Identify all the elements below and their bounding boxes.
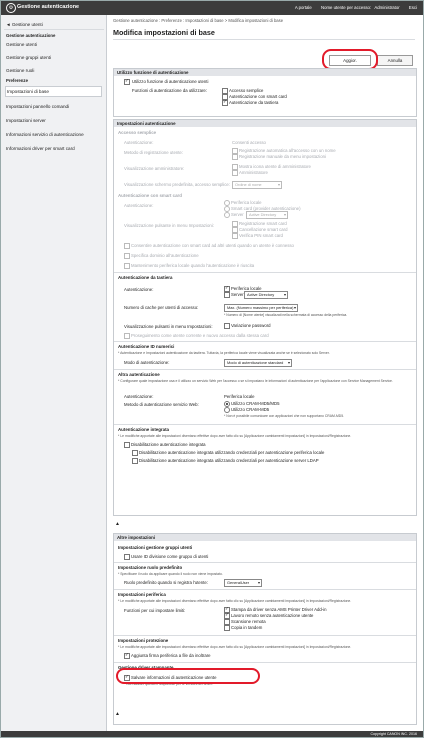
- sidebar-item-control-panel[interactable]: Impostazioni pannello comandi: [6, 104, 70, 109]
- divider: [114, 272, 416, 273]
- sc-keep-label: Mantenimento periferica locale quando l'autenticazione è riuscita: [131, 263, 255, 268]
- printer-driver-note: * Non salvare questo è disponibile per le versioni del driver.: [124, 682, 213, 686]
- copyright: Copyright CANON INC. 2016: [370, 732, 417, 736]
- auth-mode-label: Modo di autenticazione:: [124, 360, 170, 365]
- kb-server-label: Server: [231, 292, 244, 297]
- device-note: * Le modifiche apportate alle impostazioni diventano effettive dopo aver fatto clic su [Applicazione cambiamenti impostazioni] in Impostazioni/Registrazione.: [118, 599, 352, 603]
- sidebar-item-groups[interactable]: Gestione gruppi utenti: [6, 55, 51, 60]
- sidebar-item-users[interactable]: Gestione utenti: [6, 42, 37, 47]
- sc-domain-checkbox[interactable]: [124, 253, 130, 259]
- sidebar-section-auth: Gestione autenticazione: [6, 33, 56, 38]
- use-auth-label: Utilizzo funzione di autenticazione utenti: [132, 79, 209, 84]
- cram-md5-label: Utilizzo CRAM-MD5: [231, 407, 270, 412]
- reg-manual-label: Registrazione manuale da menu impostazioni: [239, 154, 326, 159]
- device-limits-label: Funzioni per cui impostare limiti:: [124, 608, 186, 613]
- remote-scan-label: Scansione remota: [231, 619, 266, 624]
- remote-job-label: Lavoro remoto senza autenticazione utente: [231, 613, 314, 618]
- reg-auto-label: Registrazione automatica all'accesso con un nome: [239, 148, 336, 153]
- cram-md5-md5-label: Utilizzo CRAM-MD5/MD5: [231, 401, 280, 406]
- kb-retain-checkbox[interactable]: [124, 333, 130, 339]
- ws-method-note: * Non è possibile comunicare con applicazioni che non supportano CRAM-MD5.: [224, 414, 345, 418]
- other-auth-label: Autenticazione:: [124, 394, 154, 399]
- app-title: Gestione autenticazione: [17, 4, 80, 10]
- kb-server-checkbox[interactable]: [224, 292, 230, 298]
- protection-note: * Le modifiche apportate alle impostazioni diventano effettive dopo aver fatto clic su [Applicazione cambiamenti impostazioni] in Impostazioni/Registrazione.: [118, 645, 352, 649]
- role-note: * Specificare il ruolo da applicare quando il ruolo non viene impostato.: [118, 572, 223, 576]
- sc-others-checkbox[interactable]: [124, 243, 130, 249]
- divider: [114, 369, 416, 370]
- divider: [114, 662, 416, 663]
- disable-local-checkbox[interactable]: [132, 450, 138, 456]
- disable-integrated-checkbox[interactable]: [124, 442, 130, 448]
- kb-retain-label: Proseguimento come utente corrente e nuovo accesso dalla stessa card: [131, 333, 269, 338]
- apply-button[interactable]: Aggior.: [329, 55, 371, 66]
- divider: [114, 562, 416, 563]
- admin-display-label: Visualizzazione amministratore:: [124, 166, 185, 171]
- disable-local-label: Disabilitazione autenticazione integrata utilizzando credenziali per autenticazione periferica locale: [139, 450, 325, 455]
- portal-link[interactable]: A portale: [294, 5, 312, 10]
- sc-provider-label: Smart card (provider autenticazione): [231, 206, 301, 211]
- breadcrumb: Gestione autenticazione : Preferenze : Impostazioni di base > Modifica impostazioni di base: [113, 18, 284, 23]
- sc-server-radio[interactable]: [224, 212, 230, 218]
- reg-manual-checkbox[interactable]: [232, 154, 238, 160]
- easy-login-subtitle: Accesso semplice: [118, 130, 157, 135]
- admin-icon-label: Mostra icona utente di amministratore: [239, 164, 311, 169]
- kb-auth-label: Autenticazione:: [124, 287, 154, 292]
- scroll-top-icon[interactable]: ▲: [115, 711, 120, 717]
- sidebar-item-smartcard-driver[interactable]: Informazioni driver per smart card: [6, 146, 75, 151]
- easy-auth-label: Autenticazione:: [124, 140, 154, 145]
- header-bar: [1, 1, 423, 15]
- division-id-label: Usare ID divisione come gruppo di utenti: [131, 554, 209, 559]
- password-change-checkbox[interactable]: [224, 323, 230, 329]
- divider: [114, 589, 416, 590]
- role-label: Ruolo predefinito quando si registra l'utente:: [124, 580, 208, 585]
- sc-domain-label: Specifica dominio all'autenticazione: [131, 253, 199, 258]
- password-change-label: Variazione password: [231, 323, 271, 328]
- driver-print-label: Stampa da driver senza AMS Printer Driver Add-in: [231, 607, 327, 612]
- kb-local-label: Periferica locale: [231, 286, 262, 291]
- integrated-auth-note: * Le modifiche apportate alle impostazioni diventano effettive dopo aver fatto clic su [Applicazione cambiamenti impostazioni] in Impostazioni/Registrazione.: [118, 434, 352, 438]
- cache-note: * Numero di [Nome utente] visualizzati nella schermata di accesso della periferica.: [224, 313, 348, 317]
- sc-server-select[interactable]: Active Directory ▾: [246, 211, 288, 219]
- panel-other-settings-title: Altre impostazioni: [114, 534, 416, 541]
- sidebar-item-roles[interactable]: Gestione ruoli: [6, 68, 35, 73]
- auth-mode-select[interactable]: Modo di autenticazione standard ▾: [224, 359, 292, 367]
- kb-server-select[interactable]: Active Directory ▾: [244, 291, 288, 299]
- highlight-apply: [322, 49, 378, 70]
- tandem-copy-checkbox[interactable]: [224, 625, 230, 631]
- sidebar-item-basic-settings[interactable]: Impostazioni di base: [5, 86, 102, 97]
- group-subtitle: Impostazioni gestione gruppi utenti: [118, 545, 193, 550]
- numeric-id-note: * Autenticazione e Impostazioni autenticazione da tastiera. Tuttavia, la periferica locale viene visualizzata anche se è selezionato solo Server.: [118, 351, 330, 355]
- sc-local-label: Periferica locale: [231, 200, 262, 205]
- keyboard-subtitle: Autenticazione da tastiera: [118, 275, 173, 280]
- sc-server-label: Server: [231, 212, 244, 217]
- easy-login-label: Accesso semplice: [229, 88, 264, 93]
- sc-auth-label: Autenticazione:: [124, 203, 154, 208]
- sidebar-divider: [4, 29, 104, 30]
- cache-select[interactable]: Max. (Numero massimo per periferica) ▾: [224, 304, 298, 312]
- save-auth-info-label: Salvare informazioni di autenticazione utente: [131, 675, 217, 680]
- cram-md5-radio[interactable]: [224, 407, 230, 413]
- sidebar-section-preferences: Preferenze: [6, 78, 28, 83]
- tandem-copy-label: Copia in tandem: [231, 625, 263, 630]
- signature-checkbox[interactable]: [124, 653, 130, 659]
- logout-link[interactable]: Esci: [408, 5, 417, 10]
- app-logo-icon: ⚙: [6, 3, 16, 13]
- other-auth-note: * Configurare quale impostazione usa e il utilizzo un servizio Web per l'accesso o se si impostano le informazioni di autenticazione per l'applicazione con Service Management Service.: [118, 379, 393, 383]
- role-select[interactable]: GeneralUser ▾: [224, 579, 262, 587]
- numeric-id-subtitle: Autenticazione ID numerici: [118, 344, 175, 349]
- disable-ldap-checkbox[interactable]: [132, 458, 138, 464]
- sc-others-label: Consentire autenticazione con smart card ad altri utenti quando un utente è connesso: [131, 243, 294, 248]
- sidebar-item-server[interactable]: Impostazioni server: [6, 118, 46, 123]
- registration-method-label: Metodo di registrazione utente:: [124, 150, 183, 155]
- disable-integrated-label: Disabilitazione autenticazione integrata: [131, 442, 206, 447]
- integrated-auth-subtitle: Autenticazione integrata: [118, 427, 169, 432]
- keyboard-auth-checkbox[interactable]: [222, 100, 228, 106]
- sc-display-label: Visualizzazione pulsante in menu Impostazioni:: [124, 223, 214, 228]
- cache-label: Numero di cache per utenti di accesso:: [124, 305, 199, 310]
- footer: [1, 731, 423, 737]
- disable-ldap-label: Disabilitazione autenticazione integrata utilizzando credenziali per autenticazione server LDAP: [139, 458, 319, 463]
- functions-label: Funzioni di autenticazione da utilizzare:: [132, 88, 208, 93]
- easy-auth-value: Consenti accesso: [232, 140, 266, 145]
- other-auth-subtitle: Altra autenticazione: [118, 372, 160, 377]
- signature-label: Aggiunta firma periferica a file da inoltrare: [131, 653, 211, 658]
- screen-order-label: Visualizzazione schermo predefinita, accesso semplice:: [124, 182, 230, 187]
- sc-register-label: Registrazione smart card: [239, 221, 287, 226]
- header-right: [287, 5, 417, 10]
- other-auth-value: Periferica locale: [224, 394, 255, 399]
- protection-subtitle: Impostazioni protezione: [118, 638, 169, 643]
- sidebar-item-auth-service[interactable]: Informazioni servizio di autenticazione: [6, 132, 84, 137]
- admin-label: Amministratore: [239, 170, 268, 175]
- panel-other-settings: [113, 533, 417, 725]
- sidebar-back-link[interactable]: ◄ Gestione utenti: [6, 22, 43, 27]
- sc-delete-label: Cancellazione smart card: [239, 227, 288, 232]
- kb-button-label: Visualizzazione pulsanti in menu Impostazioni:: [124, 324, 213, 329]
- role-subtitle: Impostazione ruolo predefinito: [118, 565, 183, 570]
- panel-use-auth-title: Utilizzo funzione di autenticazione: [114, 69, 416, 76]
- smartcard-subtitle: Autenticazione con smart card: [118, 193, 182, 198]
- page-title: Modifica impostazioni di base: [113, 28, 215, 37]
- smartcard-label: Autenticazione con smart card: [229, 94, 287, 99]
- user-label: Nome utente per accesso:: [320, 5, 372, 10]
- use-auth-checkbox[interactable]: [124, 79, 130, 85]
- scroll-top-icon[interactable]: ▲: [115, 521, 120, 527]
- device-subtitle: Impostazioni periferica: [118, 592, 166, 597]
- divider: [114, 341, 416, 342]
- sc-pin-checkbox[interactable]: [232, 233, 238, 239]
- user-value: Administrator: [374, 5, 400, 10]
- sc-keep-checkbox[interactable]: [124, 263, 130, 269]
- panel-auth-settings-title: Impostazioni autenticazione: [114, 120, 416, 127]
- printer-driver-subtitle: Gestione driver stampante: [118, 665, 174, 670]
- admin-checkbox[interactable]: [232, 170, 238, 176]
- title-divider: [113, 39, 415, 40]
- highlight-save-auth-info: [116, 668, 260, 684]
- keyboard-auth-label: Autenticazione da tastiera: [229, 100, 279, 105]
- screen-order-select[interactable]: Ordine di nome ▾: [232, 181, 282, 189]
- division-id-checkbox[interactable]: [124, 554, 130, 560]
- sc-pin-label: Verifica PIN smart card: [239, 233, 283, 238]
- ws-method-label: Metodo di autenticazione servizio Web:: [124, 402, 199, 407]
- panel-use-auth: [113, 68, 417, 117]
- divider: [114, 635, 416, 636]
- sidebar: [1, 15, 107, 731]
- panel-auth-settings: [113, 119, 417, 516]
- divider: [114, 424, 416, 425]
- cancel-button[interactable]: Annulla: [377, 55, 413, 66]
